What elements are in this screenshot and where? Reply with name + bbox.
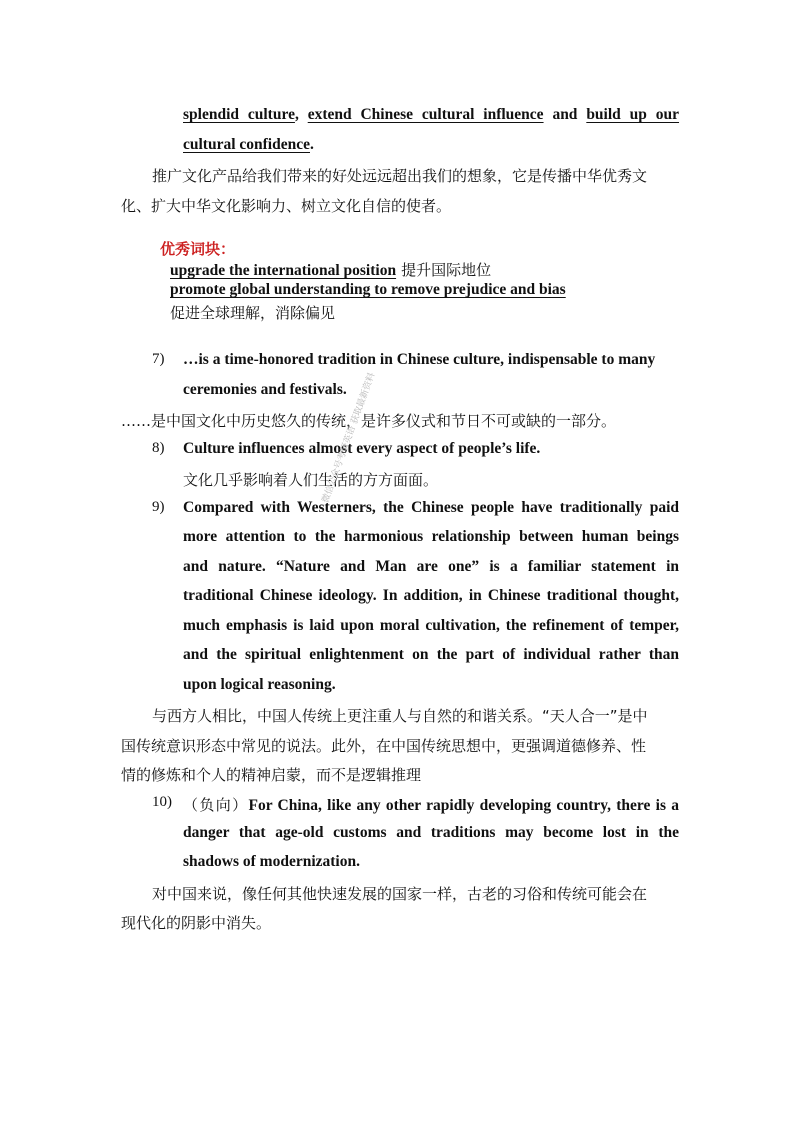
phrase-build-up: build up our xyxy=(586,106,680,123)
item-10-zh-1: 对中国来说，像任何其他快速发展的国家一样，古老的习俗和传统可能会在 xyxy=(152,885,648,903)
item-9-en-1: Compared with Westerners, the Chinese people have traditionally paid xyxy=(183,499,679,516)
item-7-en-1: …is a time-honored tradition in Chinese culture, indispensable to many xyxy=(183,351,656,368)
item-9-en-2: more attention to the harmonious relationship between human beings xyxy=(183,528,679,545)
item-10-zh-2: 现代化的阴影中消失。 xyxy=(121,914,272,932)
intro-line-1: splendid culture, extend Chinese cultural influence and build up our xyxy=(183,106,680,123)
intro-line-2: cultural confidence. xyxy=(183,136,314,153)
item-9-zh-1: 与西方人相比，中国人传统上更注重人与自然的和谐关系。“天人合一”是中 xyxy=(152,707,648,725)
item-9-zh-2: 国传统意识形态中常见的说法。此外，在中国传统思想中，更强调道德修养、性 xyxy=(121,737,647,755)
item-10-number: 10) xyxy=(152,794,172,810)
vocab-item-2-zh: 促进全球理解，消除偏见 xyxy=(170,304,336,322)
item-9-en-7: upon logical reasoning. xyxy=(183,676,336,693)
intro-translation-1: 推广文化产品给我们带来的好处远远超出我们的想象，它是传播中华优秀文 xyxy=(152,167,648,185)
item-9-en-5: much emphasis is laid upon moral cultivation, the refinement of temper, xyxy=(183,617,679,634)
watermark-text: 微信公众号考研英语 获取最新资料 xyxy=(320,371,378,505)
vocab-title: 优秀词块： xyxy=(160,240,236,258)
item-7-zh: ……是中国文化中历史悠久的传统，是许多仪式和节日不可或缺的一部分。 xyxy=(121,412,617,430)
vocab-item-1: upgrade the international position 提升国际地位 xyxy=(170,261,492,279)
phrase-splendid-culture: splendid culture xyxy=(183,106,295,123)
item-9-number: 9) xyxy=(152,499,165,515)
item-9-zh-3: 情的修炼和个人的精神启蒙，而不是逻辑推理 xyxy=(121,766,422,784)
item-9-en-4: traditional Chinese ideology. In addition, in Chinese traditional thought, xyxy=(183,587,679,604)
item-10-en-3: shadows of modernization. xyxy=(183,853,360,870)
item-10-en-2: danger that age-old customs and traditions may become lost in the xyxy=(183,824,679,841)
item-10-en-1: （负向）For China, like any other rapidly developing country, there is a xyxy=(183,796,679,814)
item-7-en-2: ceremonies and festivals. xyxy=(183,381,347,398)
negative-tag: （负向） xyxy=(183,796,249,814)
intro-translation-2: 化、扩大中华文化影响力、树立文化自信的使者。 xyxy=(121,197,452,215)
item-8-zh: 文化几乎影响着人们生活的方方面面。 xyxy=(183,471,439,489)
item-8-number: 8) xyxy=(152,440,165,456)
phrase-extend-influence: extend Chinese cultural influence xyxy=(307,106,544,123)
item-9-en-3: and nature. “Nature and Man are one” is a familiar statement in xyxy=(183,558,679,575)
item-9-en-6: and the spiritual enlightenment on the part of individual rather than xyxy=(183,646,679,663)
item-7-number: 7) xyxy=(152,351,165,367)
item-8-en: Culture influences almost every aspect of people’s life. xyxy=(183,440,541,457)
vocab-item-2-en: promote global understanding to remove prejudice and bias xyxy=(170,281,566,298)
